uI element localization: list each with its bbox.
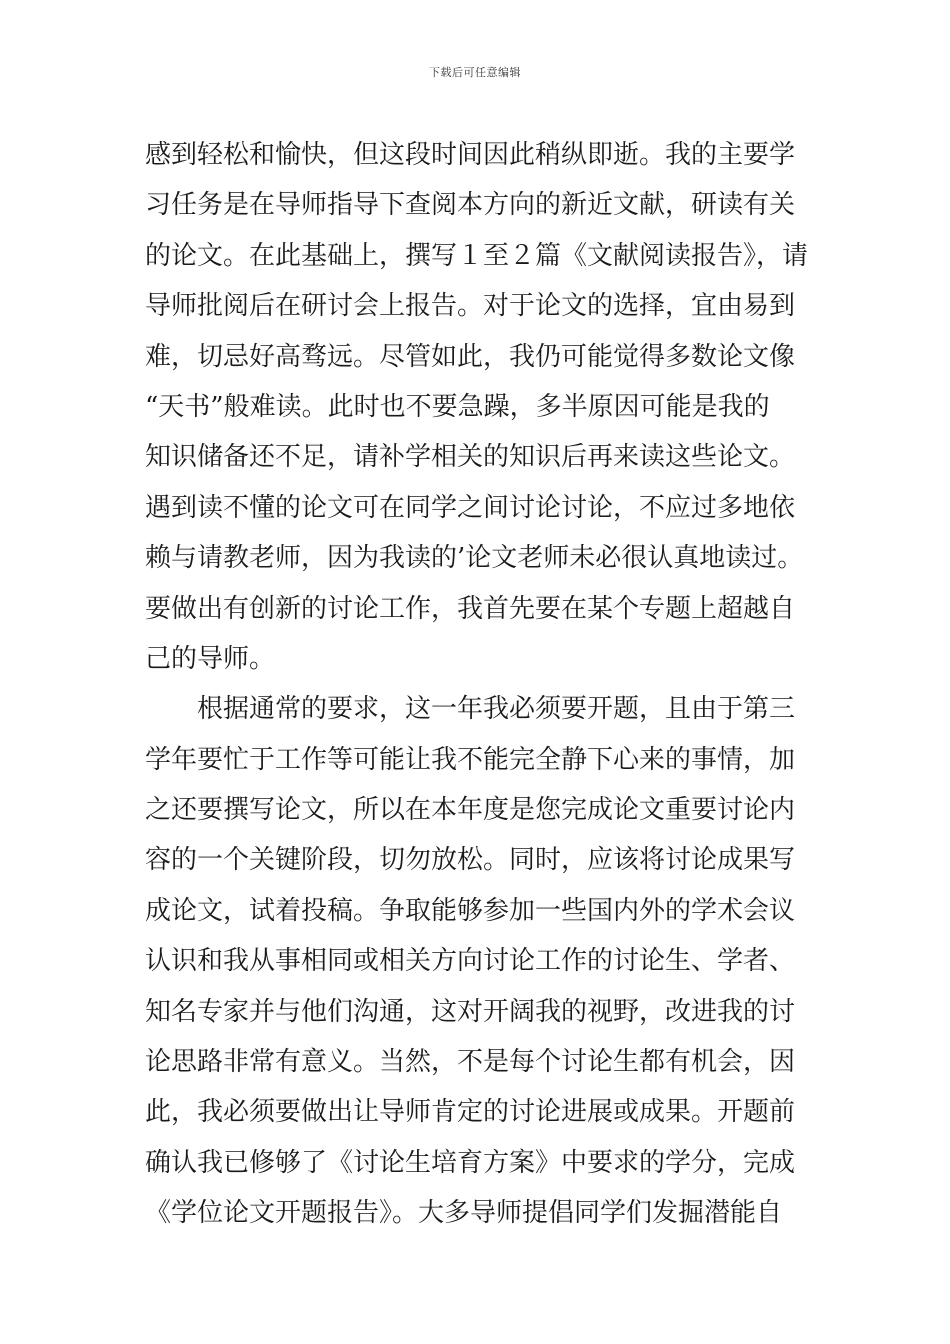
text-line: 赖与请教老师，因为我读的’论文老师未必很认真地读过。 (145, 543, 804, 574)
document-body (145, 130, 810, 1239)
text-line: 之还要撰写论文，所以在本年度是您完成论文重要讨论内 (145, 795, 796, 826)
page-header: 下载后可任意编辑 (429, 66, 521, 79)
text-line: 学年要忙于工作等可能让我不能完全静下心来的事情，加 (145, 744, 796, 775)
text-line: 论思路非常有意义。当然，不是每个讨论生都有机会，因 (145, 1047, 796, 1078)
text-line: 导师批阅后在研讨会上报告。对于论文的选择，宜由易到 (145, 291, 796, 322)
text-line: 此，我必须要做出让导师肯定的讨论进展或成果。开题前 (145, 1097, 796, 1128)
text-line: 确认我已修够了《讨论生培育方案》中要求的学分，完成 (145, 1147, 796, 1178)
text-line: 《学位论文开题报告》。大多导师提倡同学们发掘潜能自 (145, 1198, 783, 1229)
text-line: 认识和我从事相同或相关方向讨论工作的讨论生、学者、 (145, 946, 796, 977)
text-line: 己的导师。 (145, 643, 276, 674)
text-line: “天书”般难读。此时也不要急躁，多半原因可能是我的 (145, 391, 770, 422)
text-line: 要做出有创新的讨论工作，我首先要在某个专题上超越自 (145, 593, 796, 624)
text-line: 感到轻松和愉快，但这段时间因此稍纵即逝。我的主要学 (145, 140, 796, 170)
text-line: 的论文。在此基础上，撰写１至２篇《文献阅读报告》，请 (145, 240, 809, 271)
text-line: 遇到读不懂的论文可在同学之间讨论讨论，不应过多地依 (145, 492, 796, 523)
text-line: 习任务是在导师指导下查阅本方向的新近文献，研读有关 (145, 190, 796, 221)
text-line: 难，切忌好高骛远。尽管如此，我仍可能觉得多数论文像 (145, 341, 796, 372)
paragraph-start-line: 根据通常的要求，这一年我必须要开题，且由于第三 (145, 694, 796, 725)
text-line: 知名专家并与他们沟通，这对开阔我的视野，改进我的讨 (145, 996, 796, 1027)
text-line: 容的一个关键阶段，切勿放松。同时，应该将讨论成果写 (145, 845, 796, 876)
text-line: 成论文，试着投稿。争取能够参加一些国内外的学术会议 (145, 895, 796, 926)
text-line: 知识储备还不足，请补学相关的知识后再来读这些论文。 (145, 442, 796, 473)
